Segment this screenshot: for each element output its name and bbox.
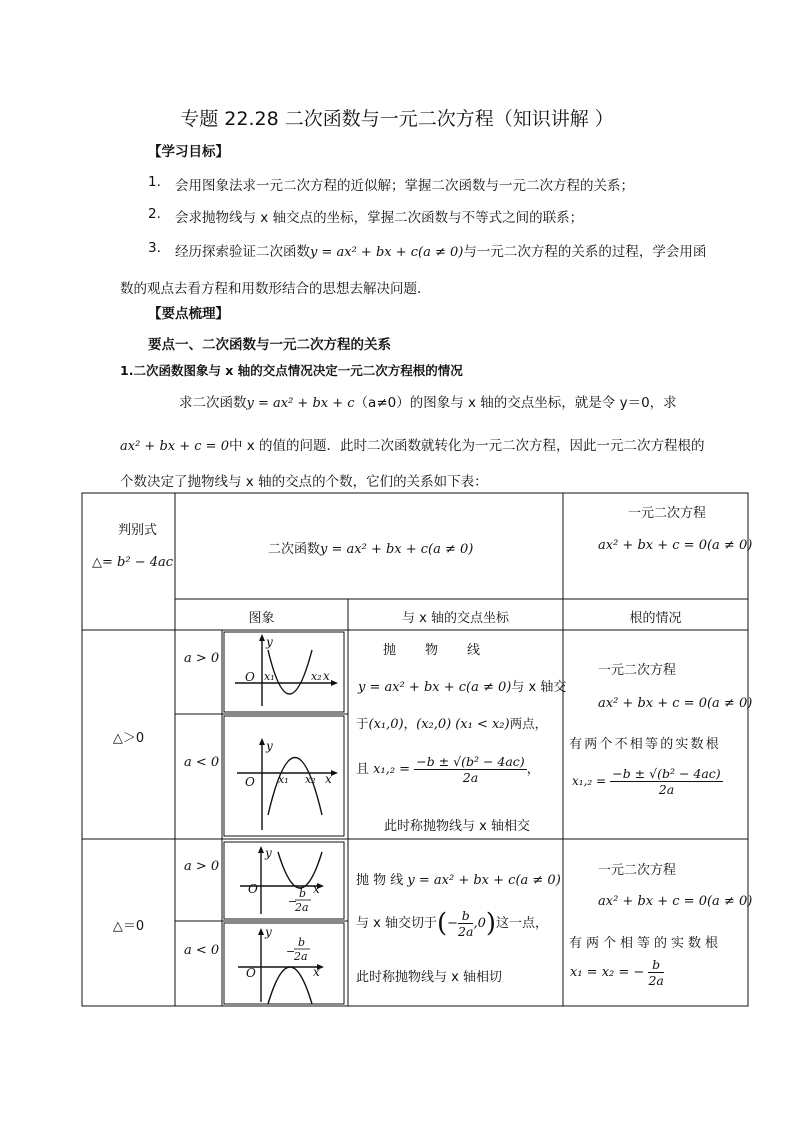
- r1-roots-fraction: [610, 766, 722, 797]
- r2-inter-zero: ,0: [473, 916, 486, 931]
- goal-1-text: 会用图象法求一元二次方程的近似解；掌握二次函数与一元二次方程的关系；: [175, 178, 634, 194]
- r1-inter-qie: 且: [356, 762, 370, 777]
- header-discriminant-label: 判别式: [118, 523, 158, 538]
- graph-frame-4: [224, 923, 344, 1004]
- r2-roots-num: b: [648, 957, 663, 973]
- r1-inter-text: 与 x 轴交: [511, 680, 567, 695]
- row-2b-condition: a < 0: [184, 943, 220, 958]
- r2-roots-line-3: 有两个相等的实数根: [569, 936, 723, 951]
- r2-roots-den: 2a: [648, 973, 664, 988]
- r2-inter-formula: y = ax² + bx + c(a ≠ 0): [407, 873, 561, 888]
- g2-x-label: x: [325, 772, 332, 786]
- goal-3-number: 3.: [148, 240, 161, 256]
- r1-inter-point-1: (x₁,0): [368, 717, 404, 732]
- g4-vertex-den: 2a: [294, 950, 308, 963]
- g1-x2-label: x₂: [311, 670, 322, 683]
- y-arrow-3: [258, 846, 264, 853]
- r2-inter-close-paren: ): [485, 908, 496, 939]
- g3-vertex-den: 2a: [295, 901, 309, 914]
- section-goals-heading: 【学习目标】: [148, 144, 229, 160]
- r1-inter-root-fraction: [414, 754, 526, 785]
- row-1a-condition: a > 0: [184, 651, 220, 666]
- graph-frame-3: [224, 842, 344, 919]
- g2-origin: O: [245, 775, 255, 789]
- para-l1-text: 求二次函数: [179, 395, 247, 411]
- r1-inter-point-2: (x₂,0): [416, 717, 452, 732]
- page-title: 专题 22.28 二次函数与一元二次方程（知识讲解 ）: [180, 108, 614, 130]
- g1-origin: O: [245, 670, 255, 684]
- para-l2-text: 中 x 的值的问题．此时二次函数就转化为一元二次方程，因此一元二次方程根的: [228, 438, 705, 454]
- r1-inter-comma: ，: [526, 762, 540, 777]
- r2-roots-lhs: x₁ = x₂ = −: [570, 965, 645, 980]
- para-l1-text-b: （a≠0）的图象与 x 轴的交点坐标，就是令 y＝0，求: [354, 395, 677, 411]
- goal-2-number: 2.: [148, 206, 161, 222]
- goal-3-text-a: 经历探索验证二次函数: [175, 244, 310, 260]
- point-1-heading: 要点一、二次函数与一元二次方程的关系: [148, 337, 391, 353]
- r2-inter-minus: −: [447, 916, 459, 931]
- para-l2-formula: ax² + bx + c = 0: [120, 439, 229, 454]
- g2-x1-label: x₁: [278, 773, 289, 786]
- sub-1-heading: 1.二次函数图象与 x 轴的交点情况决定一元二次方程根的情况: [120, 363, 463, 378]
- header-equation-label: 一元二次方程: [628, 506, 707, 521]
- r1-inter-line-1: 抛 物 线: [383, 643, 482, 658]
- header-discriminant-formula: △= b² − 4ac: [92, 555, 174, 570]
- r1-inter-line-2: [358, 676, 566, 695]
- section-points-heading: 【要点梳理】: [148, 306, 229, 322]
- parabola-down-tangent: [268, 967, 312, 1004]
- goal-3-text-b: 与一元二次方程的关系的过程，学会用函: [463, 244, 707, 260]
- r2-roots-line-1: 一元二次方程: [598, 863, 677, 878]
- r1-roots-line-2: ax² + bx + c = 0(a ≠ 0): [598, 696, 753, 711]
- g4-vertex-num: b: [298, 936, 306, 949]
- header-function-label: 二次函数: [268, 542, 321, 557]
- r1-inter-line-4: [356, 754, 540, 785]
- g1-x-label: x: [323, 669, 330, 683]
- r1-inter-yu: 于: [356, 716, 369, 731]
- y-arrow-4: [258, 928, 264, 935]
- r2-roots-fraction: [648, 957, 663, 988]
- r2-inter-num: b: [458, 908, 473, 924]
- g4-x-label: x: [313, 965, 320, 979]
- col-graph-header: 图象: [248, 611, 275, 626]
- r2-inter-den: 2a: [458, 924, 474, 939]
- r1-inter-line-3: [356, 714, 547, 732]
- header-function-formula: y = ax² + bx + c(a ≠ 0): [320, 542, 474, 557]
- g1-x1-label: x₁: [264, 670, 275, 683]
- g4-origin: O: [246, 966, 256, 980]
- header-equation-formula: ax² + bx + c = 0(a ≠ 0): [598, 538, 753, 553]
- r1-inter-two-points: 两点，: [509, 716, 548, 731]
- goal-2-text: 会求抛物线与 x 轴交点的坐标，掌握二次函数与不等式之间的联系；: [175, 210, 584, 226]
- r1-inter-sep: ，: [403, 716, 417, 731]
- x-arrow-2: [331, 770, 338, 776]
- g1-y-label: y: [266, 635, 273, 649]
- header-function: [268, 538, 473, 557]
- r1-roots-lhs: x₁,₂ =: [572, 774, 607, 788]
- parabola-down-two-roots: [268, 758, 322, 816]
- r1-inter-root-num: −b ± √(b² − 4ac): [416, 754, 525, 769]
- row-1b-condition: a < 0: [184, 755, 220, 770]
- x-arrow-1: [331, 680, 338, 686]
- r1-roots-num: −b ± √(b² − 4ac): [612, 766, 721, 781]
- r2-inter-open-paren: (: [436, 908, 448, 939]
- r1-inter-order: (x₁ < x₂): [455, 717, 510, 732]
- y-arrow-2: [259, 738, 265, 745]
- r1-inter-root-den: 2a: [462, 770, 479, 785]
- para-line-3: 个数决定了抛物线与 x 轴的交点的个数，它们的关系如下表：: [120, 474, 488, 490]
- r1-roots-line-1: 一元二次方程: [598, 663, 677, 678]
- r1-inter-formula: y = ax² + bx + c(a ≠ 0): [358, 680, 512, 695]
- col-roots-header: 根的情况: [629, 611, 682, 626]
- g2-x2-label: x₂: [305, 773, 316, 786]
- r1-roots-line-3: 有两个不相等的实数根: [569, 737, 722, 752]
- g2-y-label: y: [266, 739, 273, 753]
- row-2a-condition: a > 0: [184, 859, 220, 874]
- g3-y-label: y: [265, 846, 272, 860]
- r1-roots-line-4: [572, 766, 723, 797]
- g3-origin: O: [248, 882, 258, 896]
- r2-inter-one-point: 这一点，: [496, 916, 549, 931]
- g3-vertex-num: b: [299, 887, 307, 900]
- para-l1-formula: y = ax² + bx + c: [246, 396, 355, 411]
- g4-y-label: y: [265, 925, 272, 939]
- r2-inter-fraction: [458, 908, 473, 939]
- r2-inter-line-1: [356, 869, 561, 888]
- r1-inter-line-5: 此时称抛物线与 x 轴相交: [384, 819, 530, 834]
- r2-roots-line-4: [570, 957, 664, 988]
- r2-roots-line-2: ax² + bx + c = 0(a ≠ 0): [598, 894, 753, 909]
- r2-inter-tangent-text: 与 x 轴交切于: [356, 916, 437, 931]
- y-arrow-1: [259, 634, 265, 641]
- col-intersection-header: 与 x 轴的交点坐标: [402, 611, 509, 626]
- r2-inter-text: 抛 物 线: [356, 873, 404, 888]
- g3-x-label: x: [313, 882, 320, 896]
- g3-vertex-neg: −: [288, 895, 298, 908]
- r1-inter-root-lhs: x₁,₂ =: [373, 762, 411, 777]
- row-2-delta: △＝0: [112, 919, 145, 934]
- row-1-delta: △＞0: [112, 731, 145, 746]
- goal-1-number: 1.: [148, 174, 161, 190]
- goal-3-line-2: 数的观点去看方程和用数形结合的思想去解决问题．: [120, 281, 431, 297]
- r1-roots-den: 2a: [658, 782, 675, 797]
- r2-inter-line-2: [356, 908, 548, 939]
- g4-vertex-neg: −: [286, 945, 296, 958]
- r2-inter-line-3: 此时称抛物线与 x 轴相切: [356, 970, 502, 985]
- goal-3-formula: y = ax² + bx + c(a ≠ 0): [310, 245, 464, 260]
